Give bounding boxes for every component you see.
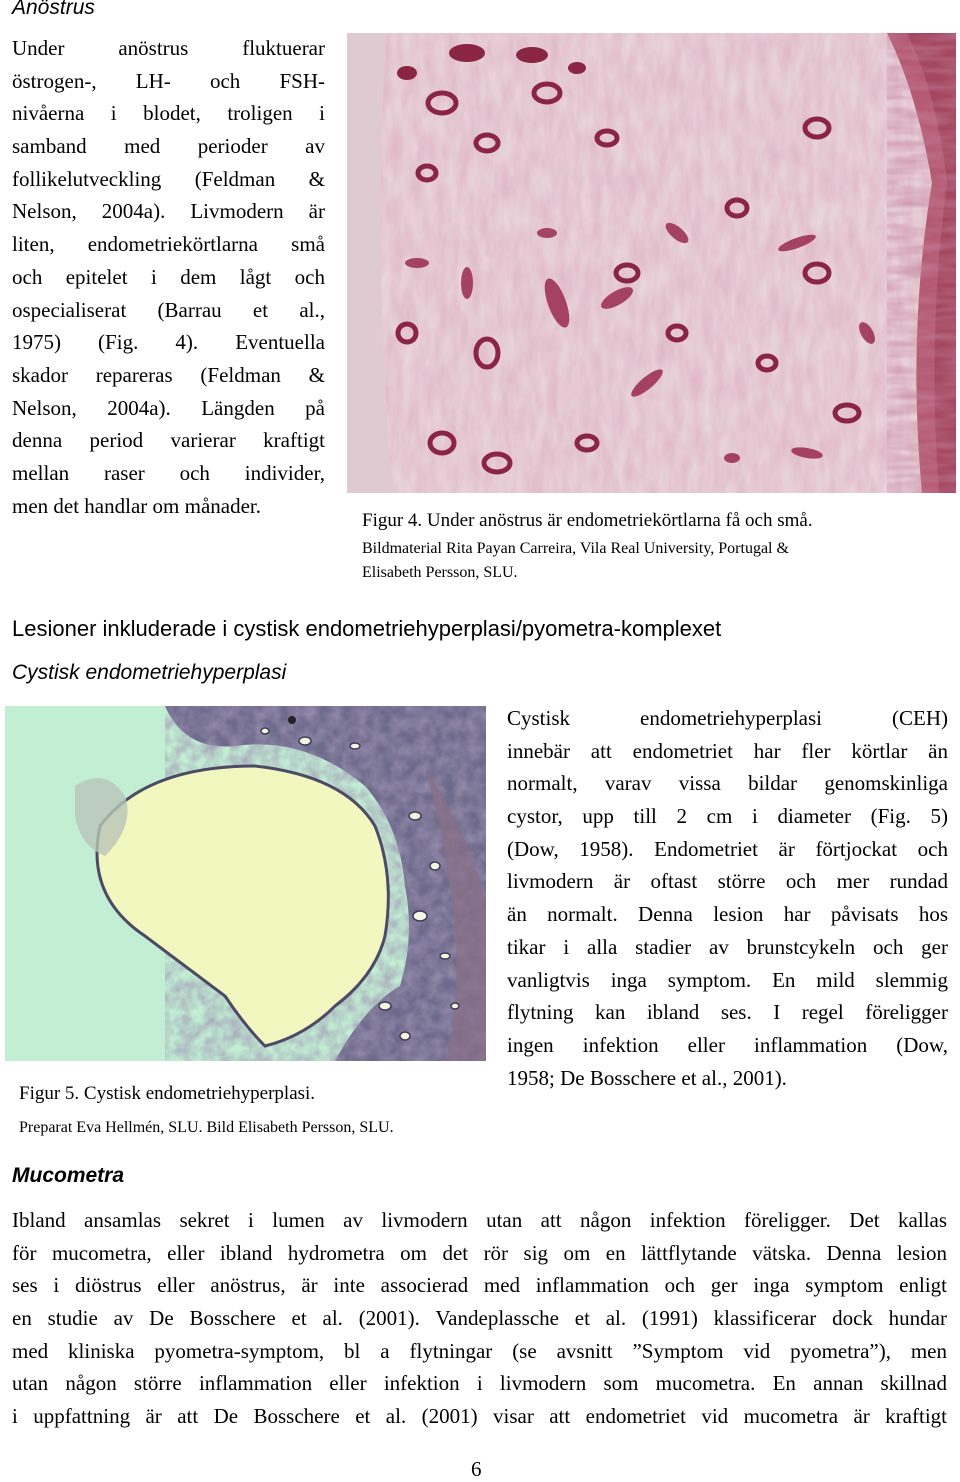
section-heading-mucometra: Mucometra: [12, 1164, 125, 1187]
figure-5-credit: Preparat Eva Hellmén, SLU. Bild Elisabeth Persson, SLU.: [19, 1119, 394, 1136]
figure-4-caption: Figur 4. Under anöstrus är endometriekörtlarna få och små.: [362, 510, 813, 531]
section-heading-lesions: Lesioner inkluderade i cystisk endometriehyperplasi/pyometra-komplexet: [12, 616, 722, 641]
text-line: samband med perioder av: [12, 134, 325, 159]
text-line: Nelson, 2004a). Längden på: [12, 395, 325, 420]
text-line: Nelson, 2004a). Livmodern är: [12, 199, 325, 224]
ceh-paragraph: [507, 702, 948, 1094]
text-line: 1975) (Fig. 4). Eventuella: [12, 330, 325, 355]
text-line: innebär att endometriet har fler körtlar än: [507, 738, 948, 763]
text-line: utan någon större inflammation eller infektion i livmodern som mucometra. En annan skillnad: [12, 1371, 947, 1396]
text-line: cystor, upp till 2 cm i diameter (Fig. 5): [507, 804, 948, 829]
text-line: normalt, varav vissa bildar genomskinliga: [507, 771, 948, 796]
text-line: Under anöstrus fluktuerar: [12, 36, 325, 60]
text-line: skador repareras (Feldman &: [12, 362, 325, 387]
text-line: livmodern är oftast större och mer rundad: [507, 869, 948, 894]
text-line: ingen infektion eller inflammation (Dow,: [507, 1032, 948, 1057]
text-line: en studie av De Bosschere et al. (2001). Vandeplassche et al. (1991) klassificerar dock hundar: [12, 1306, 947, 1331]
text-line: Cystisk endometriehyperplasi (CEH): [507, 706, 948, 730]
text-line: i uppfattning är att De Bosschere et al. (2001) visar att endometriet vid mucometra är kraftigt: [12, 1404, 947, 1429]
text-line: liten, endometriekörtlarna små: [12, 232, 325, 257]
anostrus-paragraph: [12, 32, 325, 522]
page-number: 6: [471, 1457, 482, 1481]
text-line: mellan raser och individer,: [12, 460, 325, 485]
text-line: östrogen-, LH- och FSH-: [12, 68, 325, 93]
text-line: men det handlar om månader.: [12, 493, 261, 518]
text-line: med kliniska pyometra-symptom, bl a flytningar (se avsnitt ”Symptom vid pyometra”), men: [12, 1338, 947, 1363]
text-line: och epitelet i dem lågt och: [12, 264, 325, 289]
figure-4-micrograph: [347, 33, 956, 493]
figure-5-micrograph: [5, 706, 486, 1061]
text-line: tikar i alla stadier av brunstcykeln och ger: [507, 934, 948, 959]
section-heading-ceh: Cystisk endometriehyperplasi: [12, 661, 287, 684]
text-line: för mucometra, eller ibland hydrometra om det rör sig om en lättflytande vätska. Denna lesion: [12, 1240, 947, 1265]
text-line: nivåerna i blodet, troligen i: [12, 101, 325, 126]
figure-4-credit: Bildmaterial Rita Payan Carreira, Vila Real University, Portugal &: [362, 540, 789, 557]
text-line: follikelutveckling (Feldman &: [12, 166, 325, 191]
text-line: flytning kan ibland ses. I regel föreligger: [507, 1000, 948, 1025]
text-line: ospecialiserat (Barrau et al.,: [12, 297, 325, 322]
text-line: ses i diöstrus eller anöstrus, är inte associerad med inflammation och ger inga symptom enligt: [12, 1273, 947, 1298]
text-line: vanligtvis inga symptom. En mild slemmig: [507, 967, 948, 992]
text-line: denna period varierar kraftigt: [12, 428, 325, 453]
figure-4-credit: Elisabeth Persson, SLU.: [362, 564, 518, 581]
mucometra-paragraph: [12, 1204, 947, 1433]
text-line: än normalt. Denna lesion har påvisats hos: [507, 902, 948, 927]
text-line: (Dow, 1958). Endometriet är förtjockat och: [507, 836, 948, 861]
text-line: Ibland ansamlas sekret i lumen av livmodern utan att någon infektion föreligger. Det kallas: [12, 1208, 947, 1232]
text-line: 1958; De Bosschere et al., 2001).: [507, 1065, 787, 1090]
figure-5-caption: Figur 5. Cystisk endometriehyperplasi.: [19, 1083, 316, 1104]
section-heading-anostrus: Anöstrus: [12, 0, 95, 19]
